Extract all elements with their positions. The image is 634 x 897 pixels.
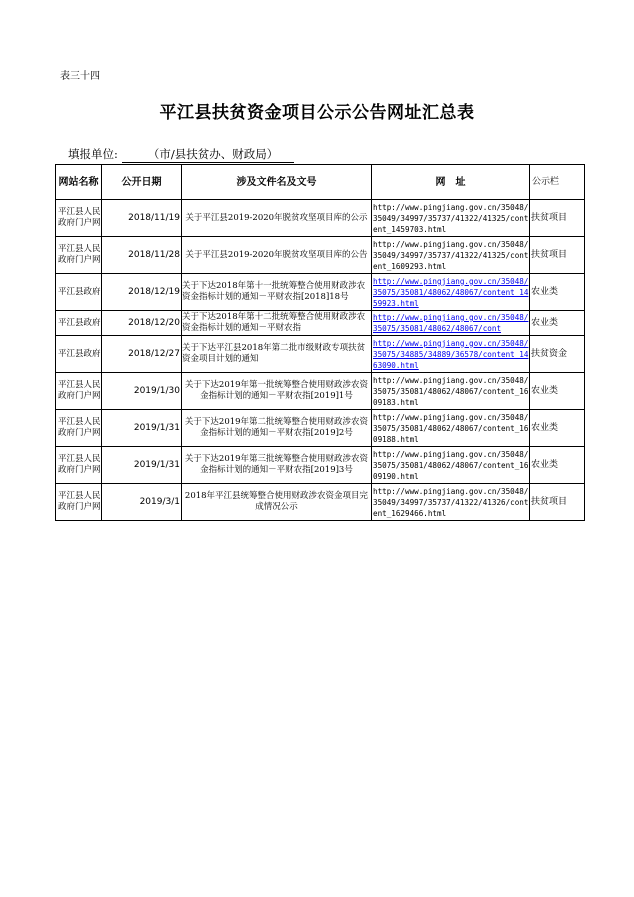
date-cell: 2018/11/19 xyxy=(102,200,182,237)
date-cell: 2018/11/28 xyxy=(102,237,182,274)
url-link[interactable]: http://www.pingjiang.gov.cn/35048/35075/34885/34889/36578/content_1463090.html xyxy=(372,336,530,373)
column-header-url: 网 址 xyxy=(372,165,530,200)
reporting-unit-label: 填报单位: xyxy=(68,147,118,161)
reporting-unit-value: （市/县扶贫办、财政局） xyxy=(122,146,294,163)
table-header-row xyxy=(56,165,585,200)
url-link[interactable]: http://www.pingjiang.gov.cn/35048/35075/35081/48062/48067/content_1459923.html xyxy=(372,274,530,311)
category-cell: 扶贫资金 xyxy=(530,336,585,373)
category-cell: 农业类 xyxy=(530,410,585,447)
column-header-site: 网站名称 xyxy=(56,165,102,200)
table-row xyxy=(56,410,585,447)
table-row xyxy=(56,336,585,373)
date-cell: 2018/12/20 xyxy=(102,311,182,336)
category-cell: 农业类 xyxy=(530,274,585,311)
summary-table xyxy=(55,164,585,521)
date-cell: 2019/1/30 xyxy=(102,373,182,410)
site-cell: 平江县政府 xyxy=(56,274,102,311)
document-cell: 关于下达2018年第十二批统筹整合使用财政涉农资金指标计划的通知－平财农指 xyxy=(182,311,372,336)
document-cell: 关于下达平江县2018年第二批市级财政专项扶贫资金项目计划的通知 xyxy=(182,336,372,373)
table-row xyxy=(56,274,585,311)
category-cell: 农业类 xyxy=(530,373,585,410)
document-cell: 关于平江县2019-2020年脱贫攻坚项目库的公告 xyxy=(182,237,372,274)
site-cell: 平江县人民政府门户网 xyxy=(56,237,102,274)
table-row xyxy=(56,373,585,410)
column-header-date: 公开日期 xyxy=(102,165,182,200)
page-title: 平江县扶贫资金项目公示公告网址汇总表 xyxy=(159,103,475,123)
document-cell: 关于下达2019年第一批统筹整合使用财政涉农资金指标计划的通知－平财农指[2019]1号 xyxy=(182,373,372,410)
category-cell: 扶贫项目 xyxy=(530,484,585,521)
url-cell[interactable]: http://www.pingjiang.gov.cn/35048/35075/35081/48062/48067/content_1609188.html xyxy=(372,410,530,447)
column-header-category: 公示栏 xyxy=(530,165,585,200)
url-cell[interactable]: http://www.pingjiang.gov.cn/35048/35049/34997/35737/41322/41325/content_1609293.html xyxy=(372,237,530,274)
site-cell: 平江县政府 xyxy=(56,336,102,373)
url-cell[interactable]: http://www.pingjiang.gov.cn/35048/35075/35081/48062/48067/content_1609183.html xyxy=(372,373,530,410)
table-row xyxy=(56,311,585,336)
url-link[interactable]: http://www.pingjiang.gov.cn/35048/35075/35081/48062/48067/cont xyxy=(372,311,530,336)
table-label: 表三十四 xyxy=(60,71,100,82)
site-cell: 平江县人民政府门户网 xyxy=(56,373,102,410)
date-cell: 2018/12/19 xyxy=(102,274,182,311)
document-cell: 关于下达2019年第二批统筹整合使用财政涉农资金指标计划的通知－平财农指[2019]2号 xyxy=(182,410,372,447)
category-cell: 扶贫项目 xyxy=(530,237,585,274)
date-cell: 2019/1/31 xyxy=(102,410,182,447)
url-cell[interactable]: http://www.pingjiang.gov.cn/35048/35049/34997/35737/41322/41326/content_1629466.html xyxy=(372,484,530,521)
date-cell: 2018/12/27 xyxy=(102,336,182,373)
document-cell: 关于平江县2019-2020年脱贫攻坚项目库的公示 xyxy=(182,200,372,237)
document-cell: 关于下达2018年第十一批统筹整合使用财政涉农资金指标计划的通知－平财农指[2018]18号 xyxy=(182,274,372,311)
site-cell: 平江县政府 xyxy=(56,311,102,336)
document-cell: 2018年平江县统筹整合使用财政涉农资金项目完成情况公示 xyxy=(182,484,372,521)
date-cell: 2019/1/31 xyxy=(102,447,182,484)
category-cell: 扶贫项目 xyxy=(530,200,585,237)
document-cell: 关于下达2019年第三批统筹整合使用财政涉农资金指标计划的通知－平财农指[2019]3号 xyxy=(182,447,372,484)
site-cell: 平江县人民政府门户网 xyxy=(56,447,102,484)
url-cell[interactable]: http://www.pingjiang.gov.cn/35048/35049/34997/35737/41322/41325/content_1459703.html xyxy=(372,200,530,237)
site-cell: 平江县人民政府门户网 xyxy=(56,484,102,521)
url-cell[interactable]: http://www.pingjiang.gov.cn/35048/35075/35081/48062/48067/content_1609190.html xyxy=(372,447,530,484)
table-row xyxy=(56,237,585,274)
date-cell: 2019/3/1 xyxy=(102,484,182,521)
site-cell: 平江县人民政府门户网 xyxy=(56,200,102,237)
category-cell: 农业类 xyxy=(530,311,585,336)
table-row xyxy=(56,447,585,484)
table-row xyxy=(56,200,585,237)
reporting-unit xyxy=(68,146,294,163)
site-cell: 平江县人民政府门户网 xyxy=(56,410,102,447)
table-row xyxy=(56,484,585,521)
category-cell: 农业类 xyxy=(530,447,585,484)
column-header-document: 涉及文件名及文号 xyxy=(182,165,372,200)
